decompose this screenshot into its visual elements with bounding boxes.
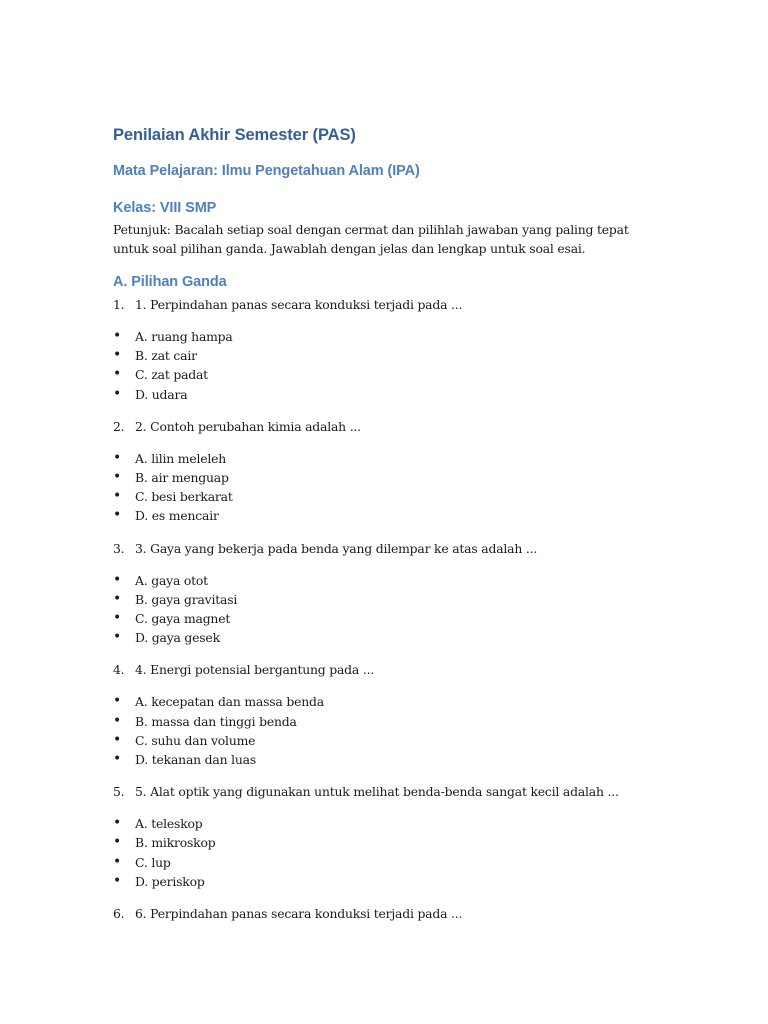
instructions-paragraph: Petunjuk: Bacalah setiap soal dengan cermat dan pilihlah jawaban yang paling tepat untuk soal pilihan ganda. Jawablah dengan jelas dan lengkap untuk soal esai. [113,222,629,256]
option-text: A. lilin meleleh [135,450,227,466]
option-item [113,487,653,506]
option-text: A. ruang hampa [135,329,233,344]
bullet-icon: • [113,751,122,768]
question-number: 2. [113,418,125,434]
option-text: A. kecepatan dan massa benda [135,694,324,710]
question-text: 1. Perpindahan panas secara konduksi terjadi pada ... [135,297,463,312]
question-block [113,295,653,404]
option-item [113,692,653,711]
option-item [113,365,653,384]
bullet-icon: • [113,449,122,466]
option-text: B. zat cair [135,348,197,364]
option-item [113,449,653,468]
bullet-icon: • [113,590,122,607]
question-number: 6. [113,906,125,922]
option-list [113,571,653,648]
question-text: 6. Perpindahan panas secara konduksi terjadi pada ... [135,906,463,922]
option-item [113,571,653,590]
question-text: 3. Gaya yang bekerja pada benda yang dilempar ke atas adalah ... [135,540,538,556]
option-item [113,872,653,891]
option-item [113,814,653,833]
option-text: A. gaya otot [135,572,208,588]
option-text: D. periskop [135,873,205,889]
question-text: 4. Energi potensial bergantung pada ... [135,662,375,678]
question-item [113,660,653,679]
bullet-icon: • [113,731,122,748]
option-text: C. zat padat [135,367,208,383]
bullet-icon: • [113,629,122,646]
question-number: 4. [113,662,125,678]
question-text: 5. Alat optik yang digunakan untuk melihat benda-benda sangat kecil adalah ... [135,784,619,800]
bullet-icon: • [113,488,122,505]
bullet-icon: • [113,385,122,402]
option-text: C. besi berkarat [135,489,233,505]
option-item [113,833,653,852]
option-text: D. udara [135,386,188,402]
option-item [113,385,653,404]
option-list [113,814,653,891]
question-item [113,539,653,558]
option-text: A. teleskop [135,816,203,832]
option-item [113,731,653,750]
option-text: D. tekanan dan luas [135,752,256,768]
question-number: 1. [113,297,125,312]
question-item [113,904,653,923]
option-text: C. suhu dan volume [135,732,256,748]
bullet-icon: • [113,571,122,588]
bullet-icon: • [113,693,122,710]
option-text: C. gaya magnet [135,611,231,627]
document-content [113,123,653,923]
option-item [113,327,653,346]
question-block [113,904,653,923]
option-text: D. gaya gesek [135,630,220,646]
option-text: D. es mencair [135,508,219,524]
option-item [113,468,653,487]
bullet-icon: • [113,366,122,383]
option-text: B. gaya gravitasi [135,591,238,607]
question-number: 3. [113,540,125,556]
option-item [113,853,653,872]
option-item [113,346,653,365]
question-item [113,782,653,801]
bullet-icon: • [113,610,122,627]
bullet-icon: • [113,834,122,851]
bullet-icon: • [113,712,122,729]
bullet-icon: • [113,853,122,870]
option-item [113,506,653,525]
question-block [113,417,653,526]
option-list [113,327,653,404]
option-item [113,590,653,609]
question-text: 2. Contoh perubahan kimia adalah ... [135,418,361,434]
document-title: Penilaian Akhir Semester (PAS) [113,126,356,144]
grade-heading: Kelas: VIII SMP [113,200,217,216]
bullet-icon: • [113,328,122,344]
option-text: B. massa dan tinggi benda [135,713,297,729]
option-item [113,712,653,731]
option-text: B. mikroskop [135,835,216,851]
option-text: C. lup [135,854,171,870]
question-block [113,660,653,769]
bullet-icon: • [113,815,122,832]
option-item [113,750,653,769]
option-item [113,628,653,647]
question-item [113,417,653,436]
bullet-icon: • [113,872,122,889]
bullet-icon: • [113,347,122,364]
question-list [113,295,653,923]
option-item [113,609,653,628]
question-block [113,539,653,648]
section-heading-multiple-choice: A. Pilihan Ganda [113,274,227,290]
option-text: B. air menguap [135,470,229,486]
option-list [113,692,653,769]
bullet-icon: • [113,469,122,486]
bullet-icon: • [113,507,122,524]
subject-heading: Mata Pelajaran: Ilmu Pengetahuan Alam (IPA) [113,163,420,179]
question-number: 5. [113,784,125,800]
question-block [113,782,653,891]
question-item [113,295,653,314]
option-list [113,449,653,526]
